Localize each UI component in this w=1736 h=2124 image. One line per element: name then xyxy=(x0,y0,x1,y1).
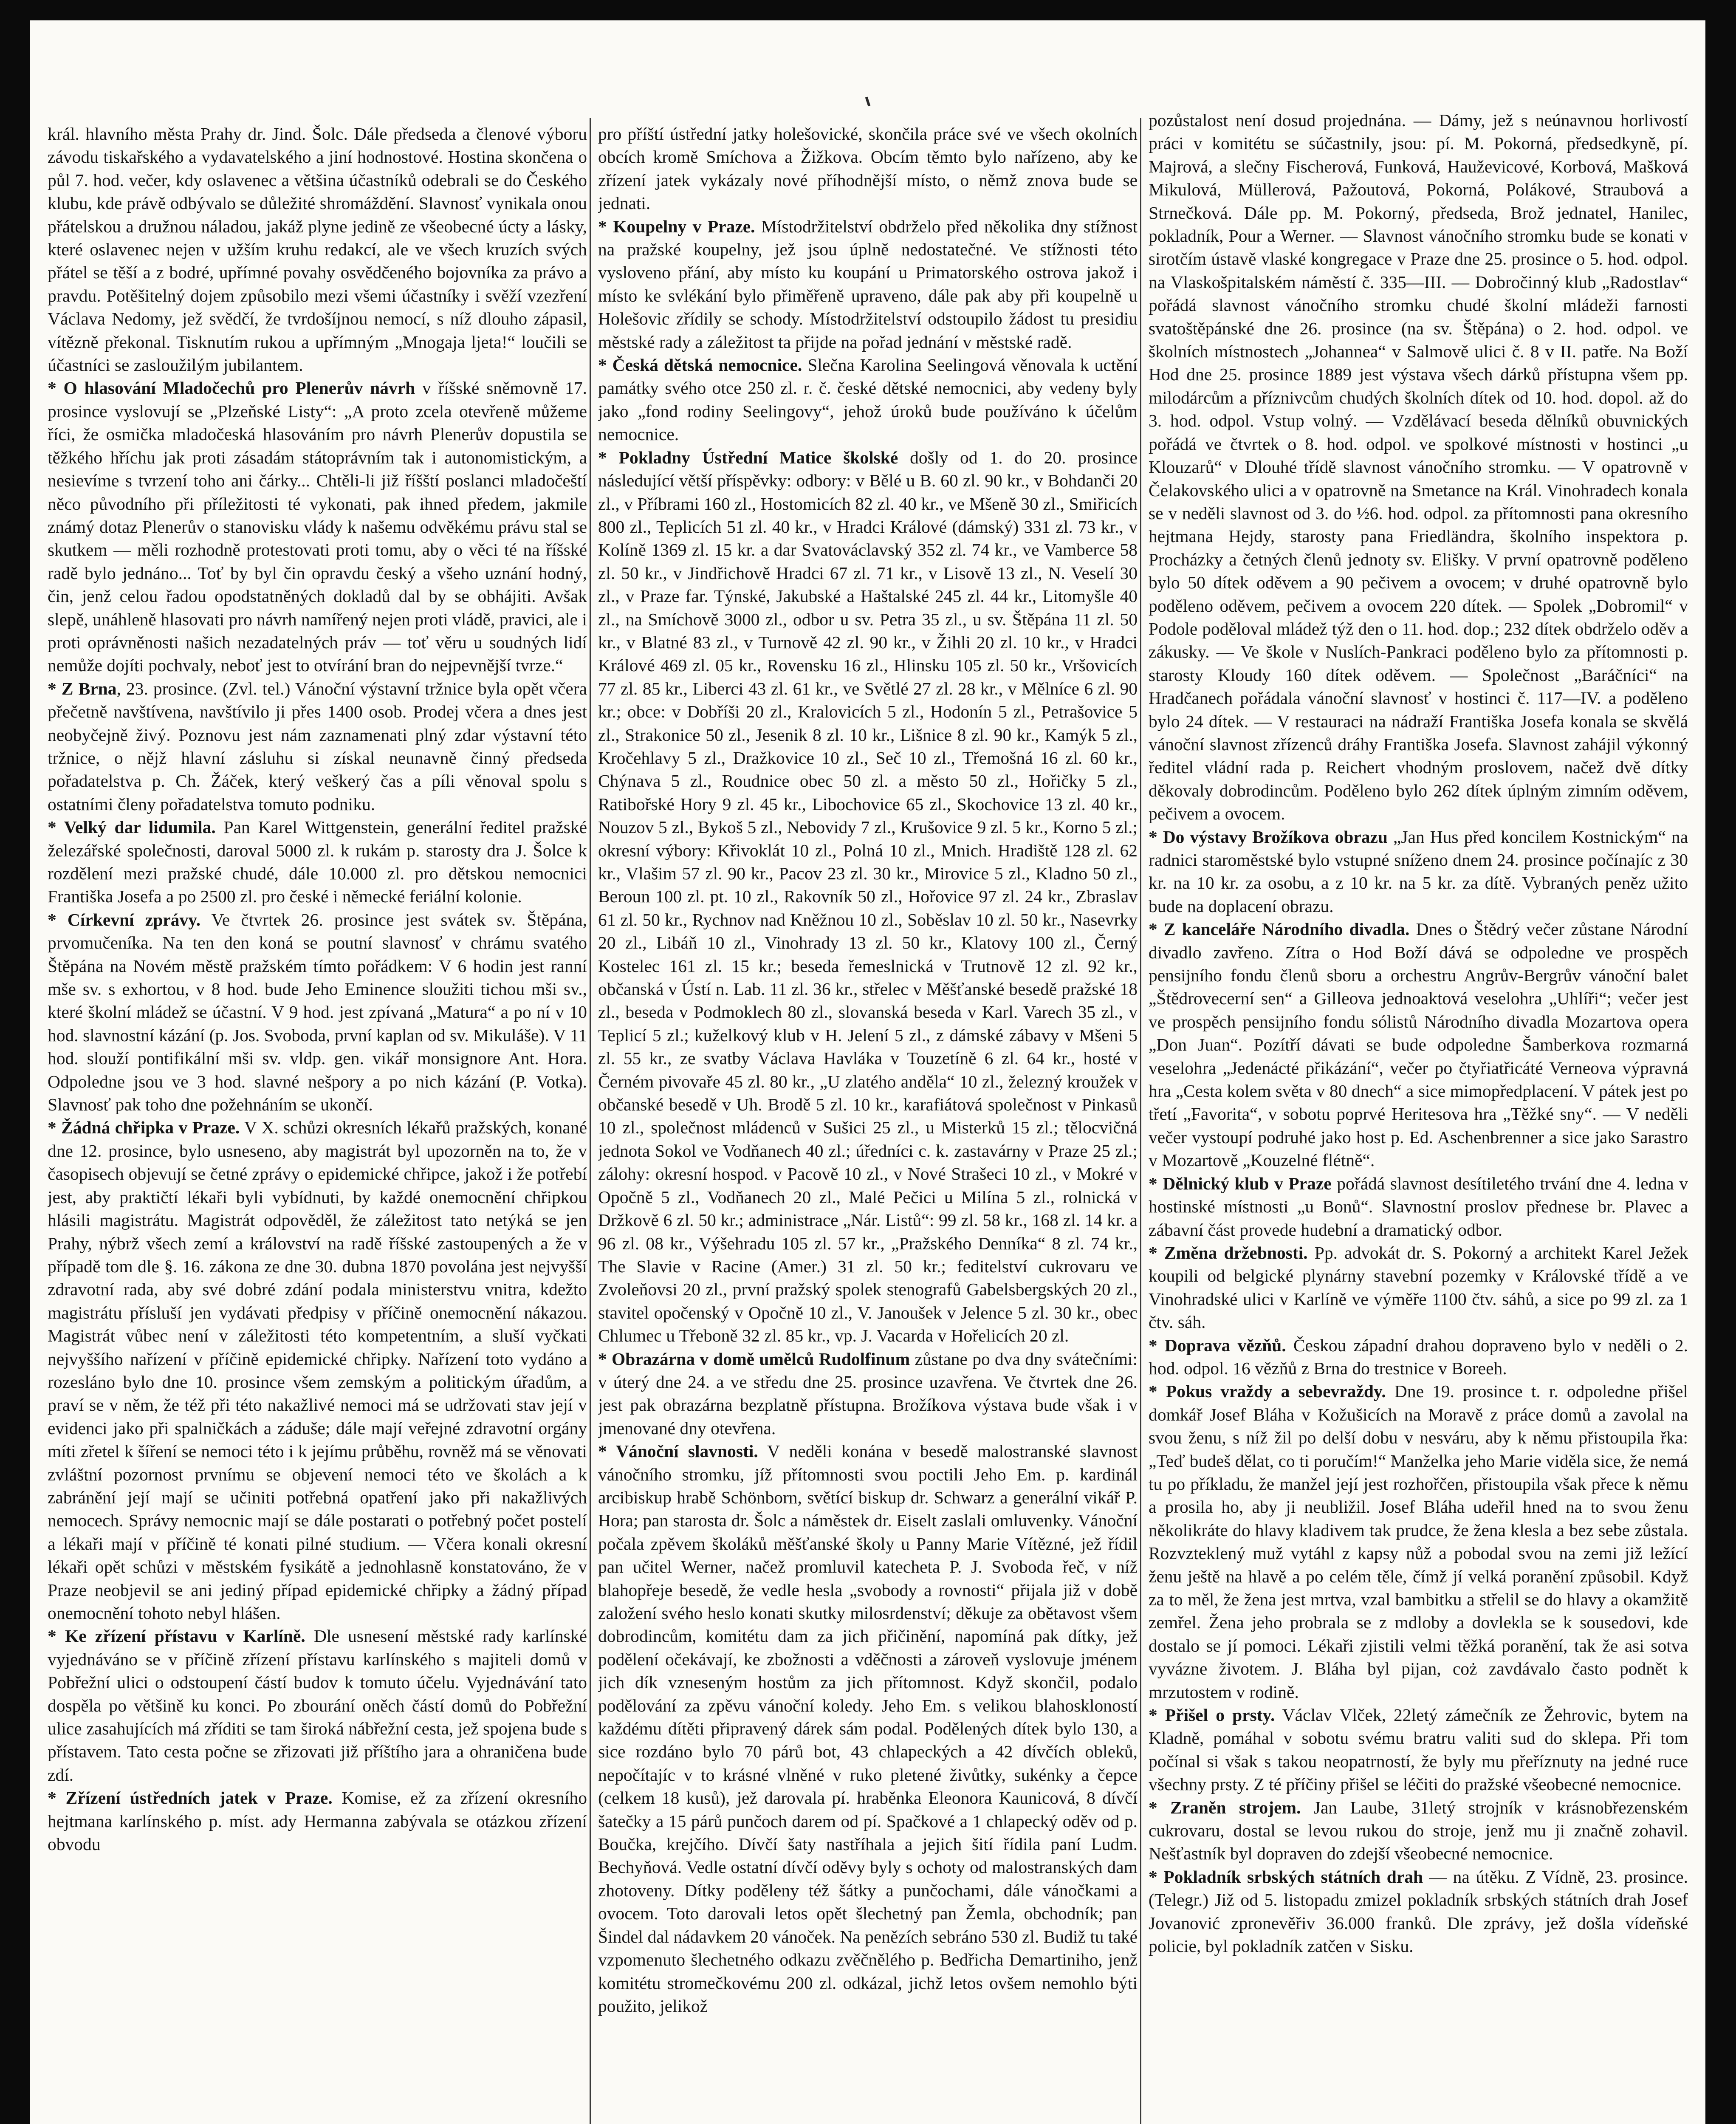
article-paragraph xyxy=(48,908,587,1116)
article-text: pořádá slavnost desítiletého trvání dne 4. ledna v hostinské místnosti „u Bonů“. Slavnostní proslov přednese br. Plavec a zábavní část provede hudební a dramatický odbor. xyxy=(1149,1173,1688,1240)
article-headline: * Přišel o prsty. xyxy=(1149,1705,1275,1725)
article-text: v říšské sněmovně 17. prosince vyslovují se „Plzeňské Listy“: „A proto zcela otevřeně můžeme říci, že osmička mladočeská hlasováním pro návrh Plenerův dopustila se těžkého hříchu jak proti zásadám státoprávním tak i autonomistickým, a nesievíme s tvrzení toho ani čárky... Chtěli-li již říšští poslanci mladočeští něco původního při příležitosti té vykonati, pak ihned předem, jakmile známý dotaz Plenerův o stanovisku vlády k našemu odvěkému právu stal se skutkem — měli rozhodně protestovati proti tomu, aby o věci té na říšské radě bylo jednáno... Toť by byl čin opravdu český a všeho uznání hodný, čin, jenž celou řadou opodstatněných dokladů dal by se obhájiti. Avšak slepě, unáhleně hlasovati pro návrh namířený nejen proti vládě, pravici, ale i proti oprávněnosti našich nezadatelných práv — toť věru u soudných lidí nemůže dojíti pochvaly, neboť jest to otvírání bran do nejpevnější tvrze.“ xyxy=(48,378,587,675)
article-text: Českou západní drahou dopraveno bylo v neděli o 2. hod. odpol. 16 vězňů z Brna do trestnice v Boreeh. xyxy=(1149,1335,1688,1378)
article-paragraph xyxy=(48,1116,587,1624)
text-column-right xyxy=(1149,109,1688,2124)
article-paragraph xyxy=(48,1624,587,1786)
article-headline: * Žádná chřipka v Praze. xyxy=(48,1118,240,1138)
article-headline: * Z kanceláře Národního divadla. xyxy=(1149,919,1410,939)
article-paragraph xyxy=(598,446,1138,1347)
article-text: Slečna Karolina Seelingová věnovala k uctění památky svého otce 250 zl. r. č. české dětské nemocnici, aby vedeny byly jako „fond rodiny Seelingovy“, jehož úroků bude používáno k účelům nemocnice. xyxy=(598,355,1138,444)
article-paragraph xyxy=(48,1786,587,1856)
article-headline: * Církevní zprávy. xyxy=(48,909,201,929)
article-headline: * Změna držebnosti. xyxy=(1149,1243,1308,1263)
article-text: Dle usnesení městské rady karlínské vyjednáváno se v příčině zřízení přístavu karlínského s majiteli domů v Pobřežní ulici o odstoupení částí budov k tomuto účelu. Vyjednávání tato dospěla po většině ku konci. Po zbourání oněch částí domů do Pobřežní ulice zasahujících má zříditi se tam široká nábřežní cesta, jež spojena bude s přístavem. Tato cesta počne se zřizovati již příštího jara a ohraničena bude zdí. xyxy=(48,1626,587,1785)
article-paragraph xyxy=(48,816,587,908)
article-headline: * Zřízení ústředních jatek v Praze. xyxy=(48,1788,333,1808)
article-headline: * Dělnický klub v Praze xyxy=(1149,1173,1332,1193)
article-headline: * Do výstavy Brožíkova obrazu xyxy=(1149,827,1388,847)
article-paragraph xyxy=(598,353,1138,446)
article-headline: * Česká dětská nemocnice. xyxy=(598,355,802,375)
article-text: Ve čtvrtek 26. prosince jest svátek sv. Štěpána, prvomučeníka. Na ten den koná se poutní slavnosť v chrámu svatého Štěpána na Novém městě pražském tímto pořádkem: V 6 hodin jest ranní mše sv. s exhortou, v 8 hod. bude Jeho Eminence sloužiti tichou mši sv., které školní mládež se účastní. V 9 hod. jest zpívaná „Matura“ a po ní v 10 hod. slavnostní kázání (p. Jos. Svoboda, první kaplan od sv. Mikuláše). V 11 hod. slouží pontifikální mši sv. vldp. gen. vikář monsignore Ant. Hora. Odpoledne jsou ve 3 hod. slavné nešpory a po nich kázání (P. Votka). Slavnosť pak toho dne požehnáním se ukončí. xyxy=(48,909,587,1115)
article-text: pro příští ústřední jatky holešovické, skončila práce své ve všech okolních obcích kromě Smíchova a Žižkova. Obcím těmto bylo nařízeno, aby ke zřízení jatek vykázaly nové příhodnější místo, o němž znova bude se jednati. xyxy=(598,124,1138,213)
article-headline: * Z Brna xyxy=(48,678,117,698)
article-headline: * Pokladník srbských státních drah xyxy=(1149,1867,1423,1887)
article-paragraph xyxy=(1149,1380,1688,1703)
article-text: pozůstalost není dosud projednána. — Dámy, jež s neúnavnou horlivostí práci v komitétu se súčastnily, jsou: pí. M. Pokorná, předsedkyně, pí. Majrová, a slečny Fischerová, Funková, Hauževicové, Korbová, Mašková Mikulová, Müllerová, Pažoutová, Pokorná, Polákové, Straubová a Strnečková. Dále pp. M. Pokorný, předseda, Brož jednatel, Hanilec, pokladník, Pour a Werner. — Slavnost vánočního stromku bude se konati v sirotčím ústavě vlaské kongregace v Praze dne 25. prosince o 5. hod. odpol. na Vlaskošpitalském náměstí č. 335—III. — Dobročinný klub „Radostlav“ pořádá slavnost vánočního stromku chudé školní mládeži farnosti svatoštěpánské dne 26. prosince (na sv. Štěpána) o 2. hod. odpol. ve školních místnostech „Johannea“ v Salmově ulici č. 8 v II. patře. Na Boží Hod dne 25. prosince 1889 jest výstava všech dárků přístupna všem pp. milodárcům a příznivcům chudých školních dítek od 10. hod. dopol. až do 3. hod. odpol. Vstup volný. — Vzdělávací beseda dělníků obuvnických pořádá ve čtvrtek o 8. hod. odpol. ve spolkové místnosti v hostinci „u Klouzarů“ v Dlouhé třídě slavnost vánočního stromku. — V opatrovně v Čelakovského ulici a v opatrovně na Smetance na Král. Vinohradech konala se v neděli slavnost od 3. do ½6. hod. odpol. za přítomnosti pana okresního hejtmana Hejdy, starosty pana Friedländra, školního inspektora p. Procházky a četných členů jednoty sv. Elišky. V první opatrovně poděleno bylo 50 dítek oděvem a 90 pečivem a ovocem; v druhé opatrovně bylo poděleno oděvem, pečivem a ovocem 220 dítek. — Spolek „Dobromil“ v Podole poděloval mládež týž den o 11. hod. dop.; 232 dítek obdrželo oděv a zákusky. — Ve škole v Nuslích-Pankraci poděleno bylo za přítomnosti p. starosty Kloudy 160 dítek oděvem. — Společnost „Baráčníci“ na Hradčanech pořádala vánoční slavnosť v hostinci č. 117—IV. a poděleno bylo 24 dítek. — V restauraci na nádraží Františka Josefa konala se skvělá vánoční slavnost zřízenců dráhy Františka Josefa. Slavnost zahájil výkonný ředitel vládní rada p. Reichert vhodným proslovem, načež dvě dítky děkovaly dobrodincům. Poděleno bylo 262 dítek úplným zimním oděvem, pečivem a ovocem. xyxy=(1149,110,1688,824)
article-paragraph xyxy=(1149,1796,1688,1865)
article-paragraph xyxy=(1149,109,1688,825)
article-text: V X. schůzi okresních lékařů pražských, konané dne 12. prosince, bylo usneseno, aby magistrát byl upozorněn na to, že v časopisech objevují se četné zprávy o epidemické chřipce, jakož i že potřebí jest, aby praktičtí lékaři byli vybídnuti, by každé onemocnění chřipkou hlásili magistrátu. Magistrát odpověděl, že záležitost tato netýká se jen Prahy, nýbrž všech zemí a království na radě říšské zastoupených a že v případě tom dle §. 16. zákona ze dne 30. dubna 1870 povolána jest nejvyšší zdravotní rada, aby své dobré zdání podala ministerstvu vnitra, kdežto magistrátu přísluší jen vydávati předpisy v příčině onemocnění nákazou. Magistrát vůbec není v záležitosti této kompetentním, a sluší vyčkati nejvyššího nařízení v příčině epidemické chřipky. Nařízení toto vydáno a rozesláno bylo dne 10. prosince všem zemským a politickým úřadům, a praví se v něm, že též při této nakažlivé nemoci má se udržovati stav její v evidenci jako při spalničkách a záduše; dále mají veřejné zdravotní orgány míti zřetel k šíření se nemoci této i k jejímu průběhu, rovněž má se věnovati zvláštní pozornost prvnímu se objevení nemoci této ve školách a k zabránění její mají se učiniti potřebná opatření jako při nakažlivých nemocech. Správy nemocnic mají se dále postarati o potřebný počet postelí a lékaři mají v příčině té konati pilné studium. — Včera konali okresní lékaři opět schůzi v městském fysikátě a jednohlasně konstatováno, že v Praze neobjevil se ani jediný případ epidemické chřipky a žádný případ onemocnění tohoto nebyl hlášen. xyxy=(48,1118,587,1623)
article-text: Komise, ež za zřízení okresního hejtmana karlínského p. míst. ady Hermanna zabývala se otázkou zřízení obvodu xyxy=(48,1788,587,1854)
article-text: Dnes o Štědrý večer zůstane Národní divadlo zavřeno. Zítra o Hod Boží dává se odpoledne ve prospěch pensijního fondu členů sboru a orchestru Angrův-Bergrův vánoční balet „Štědrovecerní sen“ a Gilleova jednoaktová veselohra „Uhlíři“; večer jest ve prospěch pensijního fondu sólistů Národního divadla Mozartova opera „Don Juan“. Pozítří dávati se bude odpoledne Šamberkova rozmarná veselohra „Jedenácté přikázání“, večer po čtyřiatřicáté Verneova výpravná hra „Cesta kolem světa v 80 dnech“ a sice mimopředplacení. V pátek jest po třetí „Favorita“, v sobotu poprvé Heritesova hra „Těžké sny“. — V neděli večer vystoupí podruhé jako host p. Ed. Aschenbrenner a sice jako Sarastro v Mozartově „Kouzelné flétně“. xyxy=(1149,919,1688,1170)
article-text: Dne 19. prosince t. r. odpoledne přišel domkář Josef Bláha v Kožušicích na Moravě z práce domů a zavolal na svou ženu, s níž žil po delší dobu v nesváru, aby k němu přistoupila řka: „Teď budeš dělat, co ti poručím!“ Manželka jeho Marie viděla sice, že nemá tu po příkladu, že manžel její jest rozhořčen, přistoupila však přece k němu a prosila ho, aby ji neubližil. Josef Bláha udeřil hned na to svou ženu několikráte do hlavy kladivem tak prudce, že žena klesla a bez sebe zůstala. Rozvzteklený muž vytáhl z kapsy nůž a pobodal svou na zemi již ležící ženu ještě na hlavě a po celém těle, čímž jí velká poranění způsobil. Když za to měl, že žena jest mrtva, vzal bambitku a střelil se do hlavy a okamžitě zemřel. Žena jeho probrala se z mdloby a dovlekla se k sousedovi, kde dostalo se jí pomoci. Lékaři zjistili velmi těžká poranění, tak že asi sotva vyvázne životem. J. Bláha byl pijan, coż zavdávalo často podnět k mrzutostem v rodině. xyxy=(1149,1381,1688,1702)
column-rule-1 xyxy=(590,118,591,2124)
article-text: — na útěku. Z Vídně, 23. prosince. (Telegr.) Již od 5. listopadu zmizel pokladník srbských státních drah Josef Jovanović zpronevěřiv 36.000 franků. Dle zprávy, jež došla vídeňské policie, byl pokladník zatčen v Sisku. xyxy=(1149,1867,1688,1956)
article-headline: * Velký dar lidumila. xyxy=(48,817,216,837)
article-paragraph xyxy=(1149,918,1688,1172)
article-headline: * Ke zřízení přístavu v Karlíně. xyxy=(48,1626,305,1646)
article-text: Jan Laube, 31letý strojník v krásnobřezenském cukrovaru, dostal se levou rukou do stroje, jenž mu ji značně zohavil. Nešťastník byl dopraven do zdejší všeobecné nemocnice. xyxy=(1149,1797,1688,1864)
article-headline: * Obrazárna v domě umělců Rudolfinum xyxy=(598,1349,910,1369)
column-rule-2 xyxy=(1140,118,1141,2124)
article-paragraph xyxy=(598,215,1138,353)
article-headline: * Zraněn strojem. xyxy=(1149,1797,1301,1817)
article-text: došly od 1. do 20. prosince následující větší příspěvky: odbory: v Bělé u B. 60 zl. 90 kr., v Bohdanči 20 zl., v Příbrami 160 zl., Hostomicích 82 zl. 40 kr., ve Mšeně 30 zl., Smiřicích 800 zl., Teplicích 51 zl. 40 kr., v Hradci Králové (dámský) 331 zl. 73 kr., v Kolíně 1369 zl. 15 kr. a dar Svatováclavský 352 zl. 74 kr., ve Vamberce 58 zl. 50 kr., v Jindřichově Hradci 67 zl. 71 kr., v Lisově 13 zl., N. Veselí 30 zl., v Praze far. Týnské, Jakubské a Haštalské 245 zl. 44 kr., Litomyšle 40 zl., na Smíchově 3000 zl., odbor u sv. Petra 35 zl., u sv. Štěpána 11 zl. 50 kr., v Blatné 83 zl., v Turnově 42 zl. 90 kr., v Žihli 20 zl. 10 kr., v Hradci Králové 469 zl. 05 kr., Rovensku 16 zl., Hlinsku 105 zl. 50 kr., Vršovicích 77 zl. 85 kr., Liberci 43 zl. 61 kr., ve Světlé 27 zl. 28 kr., v Mělníce 6 zl. 90 kr.; obce: v Dobříši 20 zl., Kralovicích 5 zl., Hodonín 5 zl., Petrašovice 5 zl., Strakonice 50 zl., Jesenik 8 zl. 10 kr., Lišnice 8 zl. 90 kr., Kamýk 5 zl., Kročehlavy 5 zl., Dražkovice 10 zl., Seč 10 zl., Třemošná 16 zl. 60 kr., Chýnava 5 zl., Roudnice obec 50 zl. a město 50 zl., Hořičky 5 zl., Ratibořské Hory 9 zl. 45 kr., Libochovice 65 zl., Skochovice 13 zl. 40 kr., Nouzov 5 zl., Bykoš 5 zl., Nebovidy 7 zl., Krušovice 9 zl. 5 kr., Korno 5 zl.; okresní výbory: Křivoklát 10 zl., Polná 10 zl., Mnich. Hradiště 128 zl. 62 kr., Vlašim 57 zl. 90 kr., Pacov 23 zl. 30 kr., Mirovice 5 zl., Kladno 50 zl., Beroun 100 zl. pt. 10 zl., Rakovník 50 zl., Hořovice 97 zl. 24 kr., Zbraslav 61 zl. 50 kr., Rychnov nad Kněžnou 10 zl., Soběslav 10 zl. 50 kr., Nasevrky 20 zl., Libáň 10 zl., Vinohrady 13 zl. 50 kr., Klatovy 100 zl., Černý Kostelec 161 zl. 15 kr.; beseda řemeslnická v Trutnově 12 zl. 92 kr., občanská v Ústí n. Lab. 11 zl. 36 kr., střelec v Měšťanské besedě pražské 18 zl., beseda v Podmoklech 80 zl., slovanská beseda v Karl. Varech 35 zl., v Teplicí 5 zl.; kuželkový klub v H. Jelení 5 zl., z dámské zábavy v Mšeni 5 zl. 55 kr., ze svatby Václava Havláka v Touzetíně 6 zl. 64 kr., hosté v Černém pivovaře 45 zl. 80 kr., „U zlatého anděla“ 10 zl., železný kroužek v občanské besedě v Uh. Brodě 5 zl. 10 kr., karafiátová společnost v Pinkasů 10 zl., společnost mládenců v Sušici 25 zl., u Misterků 15 zl.; tělocvičná jednota Sokol ve Vodňanech 40 zl.; úředníci c. k. zastavárny v Praze 25 zl.; zálohy: okresní hospod. v Pacově 10 zl., v Nové Strašeci 10 zl., v Mokré v Opočně 5 zl., Vodňanech 20 zl., Malé Pečici u Milína 5 zl., rolnická v Držkově 6 zl. 50 kr.; administrace „Nár. Listů“: 99 zl. 58 kr., 168 zl. 14 kr. a 96 zl. 08 kr., Výšehradu 105 zl. 57 kr., „Pražského Denníka“ 8 zl. 74 kr., The Slavie v Racine (Amer.) 31 zl. 50 kr.; feditelství cukrovaru ve Zvoleňovsi 20 zl., první pražský spolek stenografů Gabelsbergských 20 zl., stavitel opočenský v Opočně 10 zl., V. Janoušek v Jelence 5 zl. 30 kr., obec Chlumec u Třeboně 32 zl. 85 kr., vp. J. Vacarda v Hořelicích 20 zl. xyxy=(598,447,1138,1346)
article-text: „Jan Hus před koncilem Kostnickým“ na radnici staroměstské bylo vstupné sníženo dnem 24. prosince počínajíc z 30 kr. na 10 kr. za osobu, a z 10 kr. na 5 kr. za dítě. Vybraných peněz užito bude na doplacení obrazu. xyxy=(1149,827,1688,916)
article-headline: * Vánoční slavnosti. xyxy=(598,1441,758,1461)
article-paragraph xyxy=(598,122,1138,215)
text-column-middle xyxy=(598,122,1138,2124)
article-paragraph xyxy=(48,677,587,816)
newspaper-page xyxy=(30,20,1705,2124)
text-column-left xyxy=(48,122,587,2124)
article-headline: * Koupelny v Praze. xyxy=(598,216,755,236)
article-paragraph xyxy=(1149,1334,1688,1380)
article-headline: * Doprava vězňů. xyxy=(1149,1335,1286,1355)
article-headline: * Pokladny Ústřední Matice školské xyxy=(598,447,898,467)
article-paragraph xyxy=(598,1347,1138,1440)
printed-mark xyxy=(865,97,871,107)
article-headline: * Pokus vraždy a sebevraždy. xyxy=(1149,1381,1386,1401)
article-paragraph xyxy=(1149,1703,1688,1796)
article-paragraph xyxy=(48,122,587,376)
article-paragraph xyxy=(598,1440,1138,2017)
article-text: V neděli konána v besedě malostranské slavnost vánočního stromku, jíž přítomnosti svou poctili Jeho Em. p. kardinál arcibiskup hrabě Schönborn, světící biskup dr. Schwarz a generální vikář P. Hora; pan starosta dr. Šolc a náměstek dr. Eiselt zaslali omluvenky. Vánoční počala zpěvem školáků měšťanské školy u Panny Marie Vítězné, jež řídil pan učitel Werner, načež promluvil katecheta P. J. Svoboda řeč, v níž blahopřeje besedě, že vedle hesla „svobody a rovnosti“ přijala již v době založení svého heslo konati skutky milosrdenství; děkuje za obětavost všem dobrodincům, komitétu dam za jich přičinění, napomíná pak dítky, jež podělení očekávají, ke zbožnosti a vděčnosti a zároveň vyslovuje jménem jich dík vzneseným hostům za jich přítomnost. Když skončil, podalo podělování za zpěvu vánoční koledy. Jeho Em. s velikou blahoskloností každému dítěti připravený dárek sám podal. Podělených dítek bylo 130, a sice rozdáno bylo 70 párů bot, 43 chlapeckých a 42 dívčích obleků, nepočítajíc v to krásné vlněné v ruko pletené živůtky, sukénky a čepce (celkem 18 kusů), jež darovala pí. hraběnka Eleonora Kaunicová, 8 dívčí šatečky a 15 párů punčoch darem od pí. Spačkové a 1 chlapecký oděv od p. Boučka, krejčího. Dívčí šaty nastříhala a jejich šití řídila paní Ludm. Bechyňová. Vedle ostatní dívčí oděvy byly s ochoty od malostranských dam zhotoveny. Dítky poděleny též šátky a punčochami, dále vánočkami a ovocem. Toto darovali letos opět šlechetný pan Žemla, obchodník; pan Šindel dal nádavkem 20 vánoček. Na penězích sebráno 530 zl. Budiž tu také vzpomenuto šlechetného odkazu zvěčnělého p. Bedřicha Demartiniho, jenž komitétu stromečkovému 200 zl. odkázal, jichž letos ovšem nemohlo býti použito, jelikož xyxy=(598,1441,1138,2016)
article-paragraph xyxy=(1149,1172,1688,1241)
article-paragraph xyxy=(1149,825,1688,918)
article-paragraph xyxy=(1149,1241,1688,1334)
article-headline: * O hlasování Mladočechů pro Plenerův návrh xyxy=(48,378,415,398)
article-paragraph xyxy=(48,376,587,677)
article-text: Pp. advokát dr. S. Pokorný a architekt Karel Ježek koupili od belgické plynárny stavební pozemky v Královské třídě a ve Vinohradské ulici v Karlíně ve výměře 1100 čtv. sáhů, a sice po 99 zl. za 1 čtv. sáh. xyxy=(1149,1243,1688,1332)
article-text: Pan Karel Wittgenstein, generální ředitel pražské železářské společnosti, daroval 5000 zl. k rukám p. starosty dra J. Šolce k rozdělení mezi pražské chudé, dále 10.000 zl. pro dětskou nemocnici Františka Josefa a po 2500 zl. pro české i německé feriální kolonie. xyxy=(48,817,587,907)
article-text: Václav Vlček, 22letý zámečník ze Žehrovic, bytem na Kladně, pomáhal v sobotu svému bratru valiti sud do sklepa. Při tom počínal si však s takou neopatrností, že byly mu přeříznuty na jedné ruce všechny prsty. Z té příčiny přišel se léčiti do pražské všeobecné nemocnice. xyxy=(1149,1705,1688,1794)
article-text: zůstane po dva dny svátečními: v úterý dne 24. a ve středu dne 25. prosince uzavřena. Ve čtvrtek dne 26. jest pak obrazárna bezplatně přístupna. Brožíkova výstava bude však i v jmenované dny otevřena. xyxy=(598,1349,1138,1438)
article-text: král. hlavního města Prahy dr. Jind. Šolc. Dále předseda a členové výboru závodu tiskařského a vydavatelského a jiní hodnostové. Hostina skončena o půl 7. hod. večer, kdy oslavenec a většina účastníků odebrali se do Českého klubu, kde právě odbývalo se důležité shromáždění. Slavnosť vynikala onou přátelskou a družnou náladou, jakáž plyne jedině ze všeobecné úcty a lásky, které oslavenec nejen v užším kruhu redakcí, ale ve všech kruzích svých přátel se těší a z bodré, upřímné povahy osvědčeného bojovníka za právo a pravdu. Potěšitelný dojem způsobilo mezi všemi účastníky i svěží vzezření Václava Nedomy, jež svědčí, že tvrdošíjnou nemocí, s níž dlouho zápasil, vítězně překonal. Tisknutím rukou a upřímným „Mnogaja ljeta!“ loučili se účastníci se zasloužilým jubilantem. xyxy=(48,124,587,375)
article-text: , 23. prosince. (Zvl. tel.) Vánoční výstavní tržnice byla opět včera přečetně navštívena, navštívilo ji přes 1400 osob. Prodej včera a dnes jest neobyčejně živý. Poznovu jest nám zaznamenati plný zdar výstavní této tržnice, o nějž hlavní zásluhu si získal neunavně činný předseda pořadatelstva p. Ch. Žáček, který veškerý čas a píli věnoval spolu s ostatními členy pořadatelstva tomuto podniku. xyxy=(48,678,587,814)
article-paragraph xyxy=(1149,1865,1688,1958)
article-text: Místodržitelství obdrželo před několika dny stížnost na pražské koupelny, jež jsou úplně nedostatečné. Ve stížnosti této vysloveno přání, aby místo ku koupání u Primatorského ostrova jakož i místo ke svlékání bylo přiměřeně upraveno, dále pak aby při koupelně u Holešovic zřídily se schody. Místodržitelství odstoupilo žádost tu presidiu městské rady a záležitost ta přijde na pořad jednání v městské radě. xyxy=(598,216,1138,352)
